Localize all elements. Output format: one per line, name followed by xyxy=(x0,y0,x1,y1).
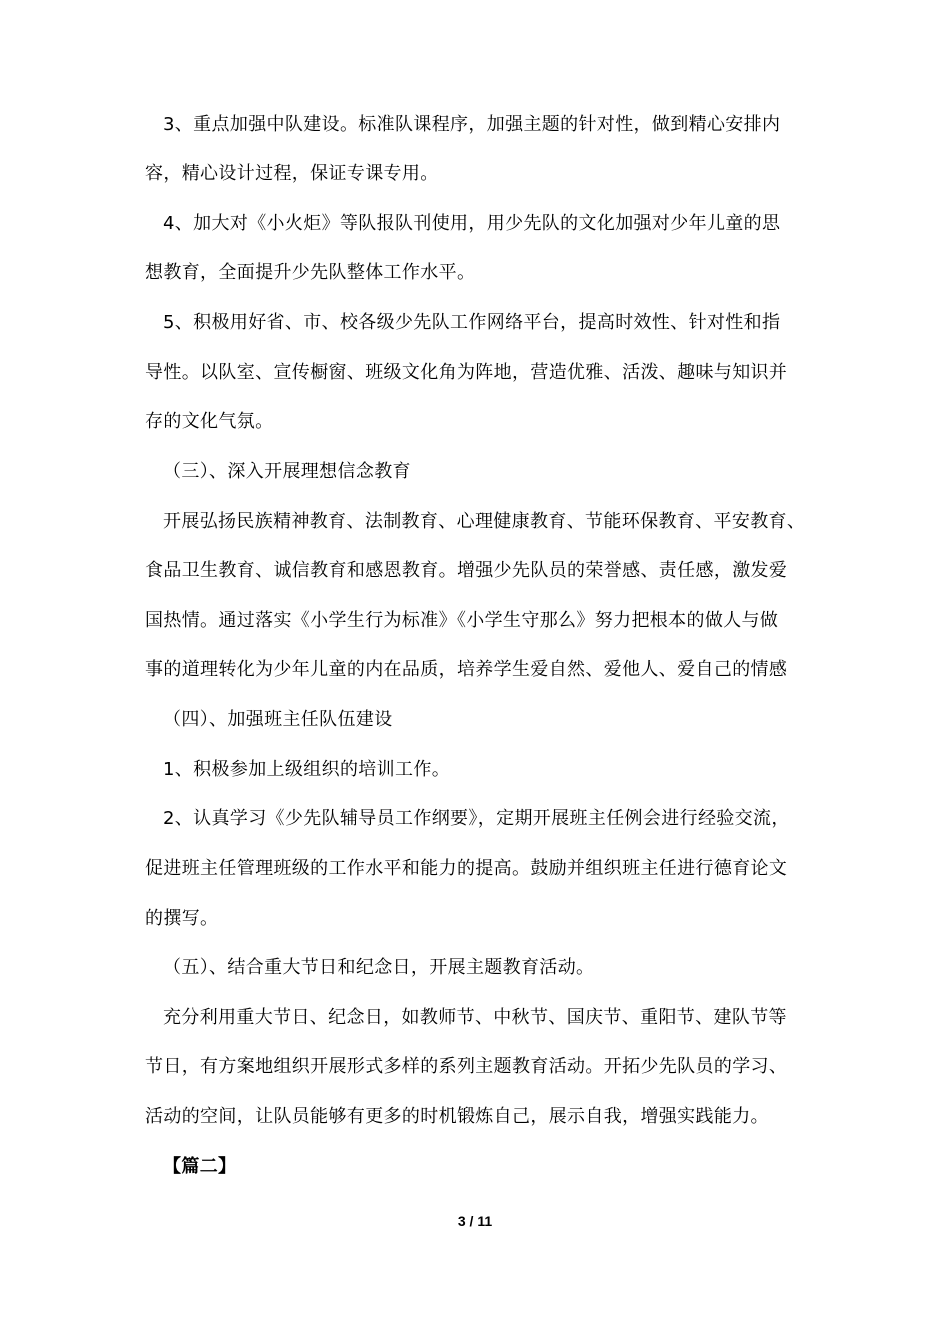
paragraph-line: 充分利用重大节日、纪念日，如教师节、中秋节、国庆节、重阳节、建队节等 xyxy=(163,1007,787,1028)
part-heading: 【篇二】 xyxy=(163,1156,237,1177)
paragraph-line: 开展弘扬民族精神教育、法制教育、心理健康教育、节能环保教育、平安教育、 xyxy=(163,511,806,532)
paragraph-line: 的撰写。 xyxy=(145,908,219,929)
paragraph-line: 活动的空间，让队员能够有更多的时机锻炼自己，展示自我，增强实践能力。 xyxy=(145,1106,769,1127)
paragraph-line: 5、积极用好省、市、校各级少先队工作网络平台，提高时效性、针对性和指 xyxy=(163,312,781,333)
paragraph-line: 国热情。通过落实《小学生行为标准》《小学生守那么》努力把根本的做人与做 xyxy=(145,610,779,631)
paragraph-line: 1、积极参加上级组织的培训工作。 xyxy=(163,759,451,780)
paragraph-line: 容，精心设计过程，保证专课专用。 xyxy=(145,163,439,184)
paragraph-line: 食品卫生教育、诚信教育和感恩教育。增强少先队员的荣誉感、责任感，激发爱 xyxy=(145,560,788,581)
paragraph-line: 3、重点加强中队建设。标准队课程序，加强主题的针对性，做到精心安排内 xyxy=(163,114,781,135)
page-number: 3 / 11 xyxy=(457,1213,493,1229)
section-heading: （三）、深入开展理想信念教育 xyxy=(163,461,411,482)
paragraph-line: 2、认真学习《少先队辅导员工作纲要》，定期开展班主任例会进行经验交流， xyxy=(163,808,790,829)
paragraph-line: 存的文化气氛。 xyxy=(145,411,274,432)
paragraph-line: 4、加大对《小火炬》等队报队刊使用，用少先队的文化加强对少年儿童的思 xyxy=(163,213,781,234)
paragraph-line: 想教育，全面提升少先队整体工作水平。 xyxy=(145,262,476,283)
section-heading: （五）、结合重大节日和纪念日，开展主题教育活动。 xyxy=(163,957,595,978)
paragraph-line: 促进班主任管理班级的工作水平和能力的提高。鼓励并组织班主任进行德育论文 xyxy=(145,858,788,879)
paragraph-line: 节日，有方案地组织开展形式多样的系列主题教育活动。开拓少先队员的学习、 xyxy=(145,1056,788,1077)
paragraph-line: 事的道理转化为少年儿童的内在品质，培养学生爱自然、爱他人、爱自己的情感 xyxy=(145,659,788,680)
section-heading: （四）、加强班主任队伍建设 xyxy=(163,709,393,730)
paragraph-line: 导性。以队室、宣传橱窗、班级文化角为阵地，营造优雅、活泼、趣味与知识并 xyxy=(145,362,788,383)
